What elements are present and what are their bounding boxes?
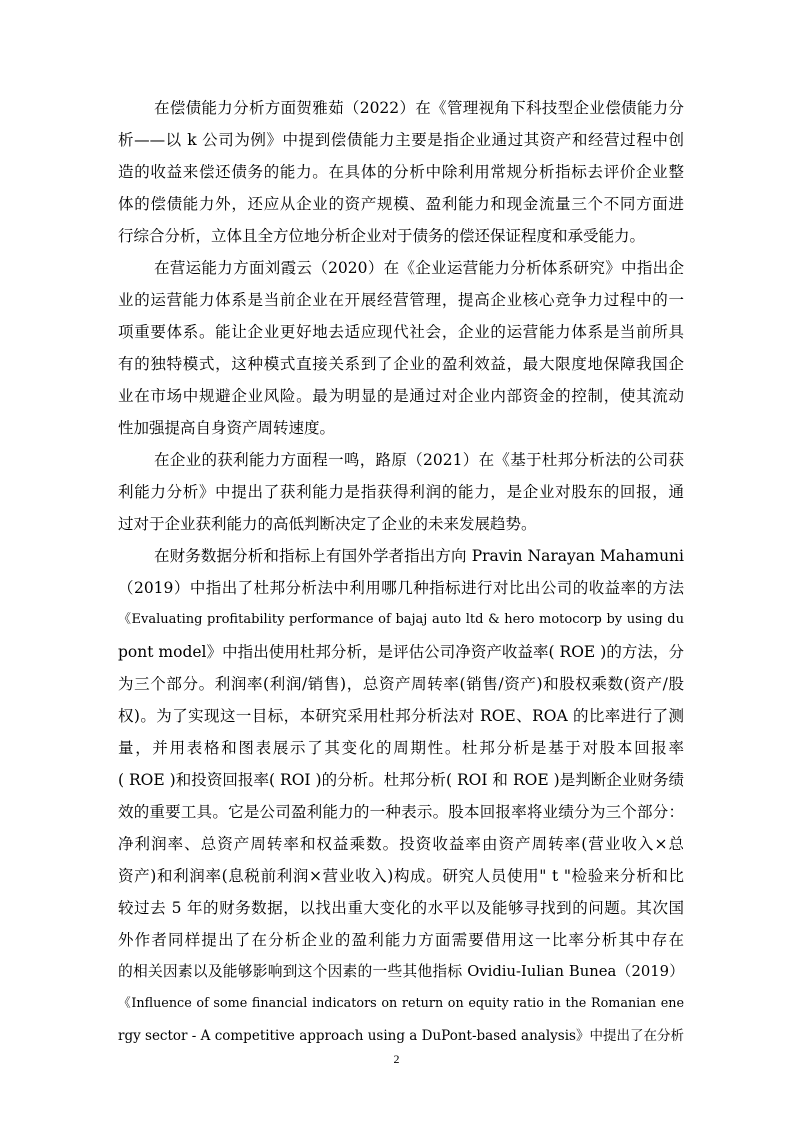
paragraph-4-line-10: 净利润率、总资产周转率和权益乘数。投资收益率由资产周转率(营业收入×总	[118, 835, 684, 853]
paragraph-4-line-4: pont model》中指出使用杜邦分析，是评估公司净资产收益率( ROE )的方法，分	[118, 643, 684, 661]
paragraph-2-line-4: 有的独特模式，这种模式直接关系到了企业的盈利效益，最大限度地保障我国企	[118, 355, 684, 373]
paragraph-4-line-9: 效的重要工具。它是公司盈利能力的一种表示。股本回报率将业绩分为三个部分：	[118, 803, 684, 821]
paragraph-4-line-2: （2019）中指出了杜邦分析法中利用哪几种指标进行对比出公司的收益率的方法	[118, 579, 684, 597]
paragraph-1-line-1: 在偿债能力分析方面贺雅茹（2022）在《管理视角下科技型企业偿债能力分	[154, 99, 684, 117]
page-number: 2	[393, 1052, 400, 1066]
paragraph-2-line-3: 项重要体系。能让企业更好地去适应现代社会，企业的运营能力体系是当前所具	[118, 323, 684, 341]
paragraph-4-line-1: 在财务数据分析和指标上有国外学者指出方向 Pravin Narayan Mahamuni	[154, 547, 684, 565]
paragraph-3-line-3: 过对于企业获利能力的高低判断决定了企业的未来发展趋势。	[118, 515, 537, 533]
paragraph-2-line-5: 业在市场中规避企业风险。最为明显的是通过对企业内部资金的控制，使其流动	[118, 387, 684, 405]
paragraph-2-line-6: 性加强提高自身资产周转速度。	[118, 419, 336, 437]
paragraph-1-line-4: 体的偿债能力外，还应从企业的资产规模、盈利能力和现金流量三个不同方面进	[118, 195, 684, 213]
paragraph-4-line-14: 的相关因素以及能够影响到这个因素的一些其他指标 Ovidiu-Iulian Bunea（2019）	[118, 963, 684, 980]
paragraph-1-line-5: 行综合分析，立体且全方位地分析企业对于债务的偿还保证程度和承受能力。	[118, 227, 646, 245]
paragraph-1-line-3: 造的收益来偿还债务的能力。在具体的分析中除利用常规分析指标去评价企业整	[118, 163, 684, 181]
paragraph-4-line-12: 较过去 5 年的财务数据，以找出重大变化的水平以及能够寻找到的问题。其次国	[118, 899, 684, 917]
paragraph-4-line-3: 《Evaluating profitability performance of bajaj auto ltd & hero motocorp by using du	[118, 612, 684, 627]
paragraph-4-line-11: 资产)和利润率(息税前利润×营业收入)构成。研究人员使用" t "检验来分析和比	[118, 867, 684, 885]
paragraph-3-line-2: 利能力分析》中提出了获利能力是指获得利润的能力，是企业对股东的回报，通	[118, 483, 684, 501]
paragraph-4-line-5: 为三个部分。利润率(利润/销售)，总资产周转率(销售/资产)和股权乘数(资产/股	[118, 675, 684, 693]
paragraph-2-line-1: 在营运能力方面刘霞云（2020）在《企业运营能力分析体系研究》中指出企	[154, 259, 684, 277]
paragraph-4-line-15: 《Influence of some financial indicators on return on equity ratio in the Romanian ene	[118, 996, 684, 1011]
paragraph-4-line-13: 外作者同样提出了在分析企业的盈利能力方面需要借用这一比率分析其中存在	[118, 931, 684, 949]
paragraph-4-line-8: ( ROE )和投资回报率( ROI )的分析。杜邦分析( ROI 和 ROE )是判断企业财务绩	[118, 771, 684, 789]
paragraph-2-line-2: 业的运营能力体系是当前企业在开展经营管理，提高企业核心竞争力过程中的一	[118, 291, 684, 309]
paragraph-1-line-2: 析——以 k 公司为例》中提到偿债能力主要是指企业通过其资产和经营过程中创	[118, 131, 684, 149]
paragraph-4-line-16: rgy sector - A competitive approach using a DuPont-based analysis》中提出了在分析	[118, 1028, 684, 1044]
paragraph-3-line-1: 在企业的获利能力方面程一鸣，路原（2021）在《基于杜邦分析法的公司获	[154, 451, 684, 469]
paragraph-4-line-7: 量，并用表格和图表展示了其变化的周期性。杜邦分析是基于对股本回报率	[118, 739, 684, 757]
paragraph-4-line-6: 权)。为了实现这一目标，本研究采用杜邦分析法对 ROE、ROA 的比率进行了测	[118, 707, 684, 725]
